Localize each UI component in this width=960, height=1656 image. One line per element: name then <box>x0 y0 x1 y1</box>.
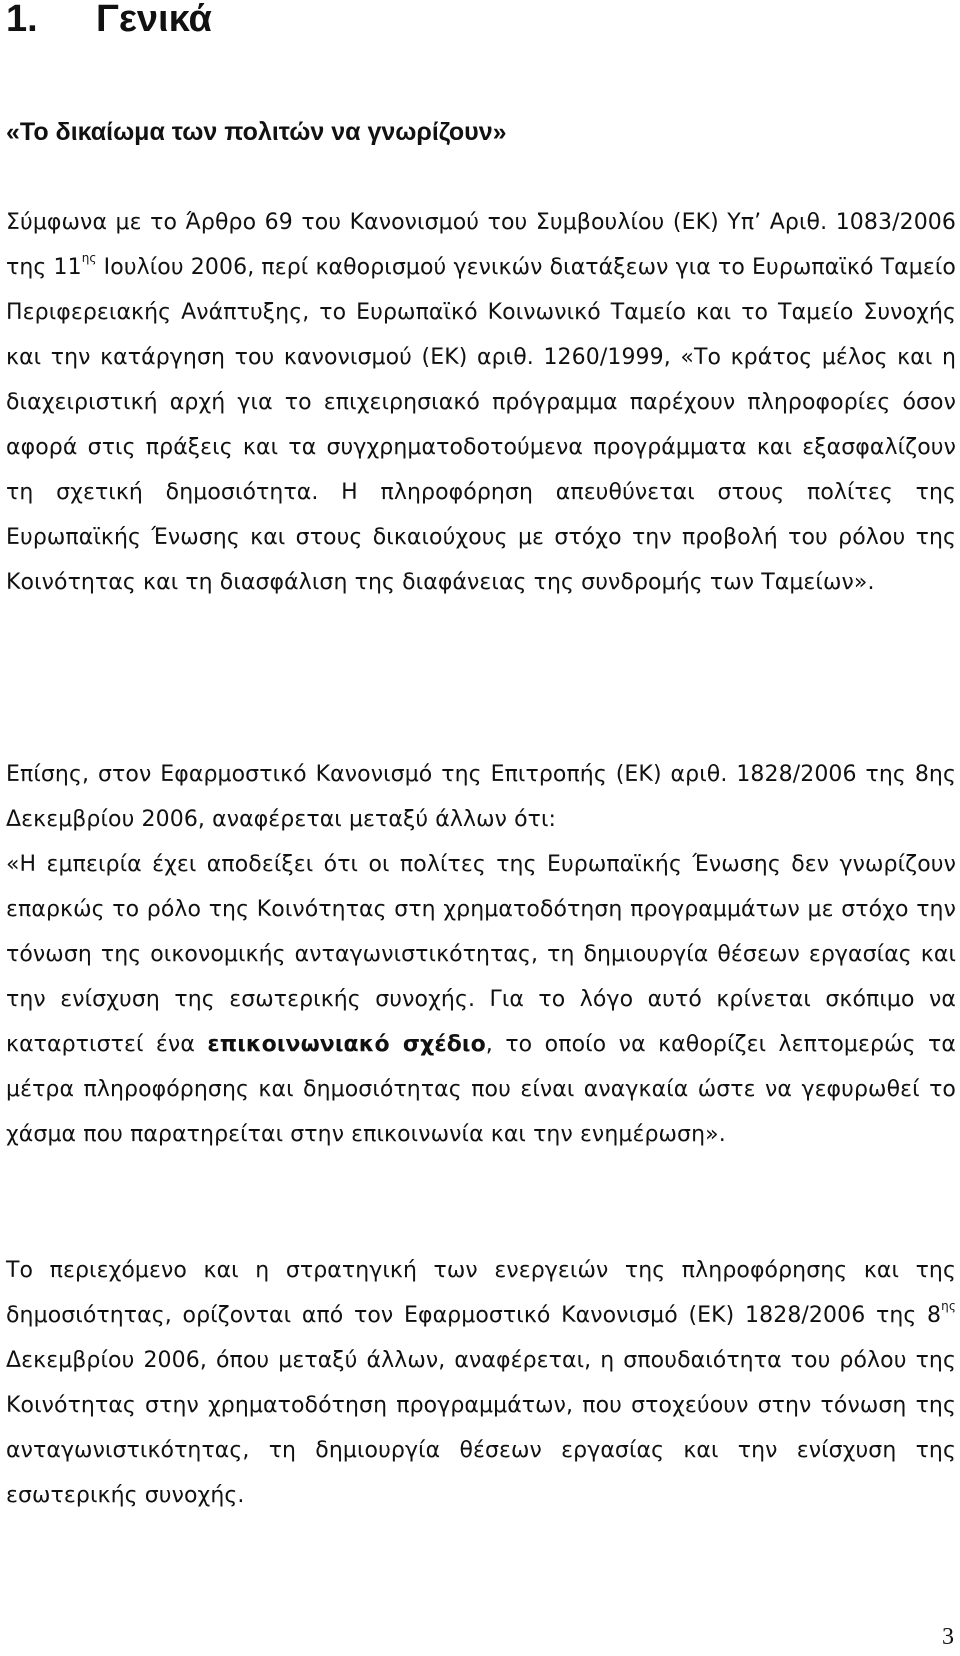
quote-title: «Το δικαίωμα των πολιτών να γνωρίζουν» <box>6 118 507 146</box>
section-heading <box>6 0 212 44</box>
section-number: 1. <box>6 0 38 40</box>
paragraph1-text-a: Σύμφωνα με το Άρθρο 69 του Κανονισμού του Συμβουλίου (ΕΚ) Υπ’ Αριθ. 1083/2006 της 11 <box>6 210 956 280</box>
paragraph1-text-b: Ιουλίου 2006, περί καθορισμού γενικών διατάξεων για το Ευρωπαϊκό Ταμείο Περιφερειακής Ανάπτυξης, το Ευρωπαϊκό Κοινωνικό Ταμείο και το Ταμείο Συνοχής και την κατάργηση του κανονισμού (ΕΚ) αριθ. 1260/1999, «Το κράτος μέλος και η διαχειριστική αρχή για το επιχειρησιακό πρόγραμμα παρέχουν πληροφορίες όσον αφορά στις πράξεις και τα συγχρηματοδοτούμενα προγράμματα και εξασφαλίζουν τη σχετική δημοσιότητα. Η πληροφόρηση απευθύνεται στους πολίτες της Ευρωπαϊκής Ένωσης και στους δικαιούχους με στόχο την προβολή του ρόλου της Κοινότητας και τη διασφάλιση της διαφάνειας της συνδρομής των Ταμείων». <box>6 255 956 595</box>
paragraph3-text-b: Δεκεμβρίου 2006, όπου μεταξύ άλλων, αναφέρεται, η σπουδαιότητα του ρόλου της Κοινότητας στην χρηματοδότηση προγραμμάτων, που στοχεύουν στην τόνωση της ανταγωνιστικότητας, τη δημιουργία θέσεων εργασίας και την ενίσχυση της εσωτερικής συνοχής. <box>6 1348 956 1508</box>
paragraph-article-69 <box>6 200 956 605</box>
paragraph2-quote-text-a: «Η εμπειρία έχει αποδείξει ότι οι πολίτες της Ευρωπαϊκής Ένωσης δεν γνωρίζουν επαρκώς το ρόλο της Κοινότητας στη χρηματοδότηση προγραμμάτων με στόχο την τόνωση της οικονομικής ανταγωνιστικότητας, τη δημιουργία θέσεων εργασίας και την ενίσχυση της εσωτερικής συνοχής. Για το λόγο αυτό κρίνεται σκόπιμο να καταρτιστεί ένα <box>6 852 956 1057</box>
communication-plan-emphasis: επικοινωνιακό σχέδιο <box>207 1032 486 1057</box>
paragraph2-intro: Επίσης, στον Εφαρμοστικό Κανονισμό της Επιτροπής (ΕΚ) αριθ. 1828/2006 της 8ης Δεκεμβρίου 2006, αναφέρεται μεταξύ άλλων ότι: <box>6 762 956 832</box>
ordinal-superscript: ης <box>941 1299 956 1313</box>
paragraph3-text-a: Το περιεχόμενο και η στρατηγική των ενεργειών της πληροφόρησης και της δημοσιότητας, ορίζονται από τον Εφαρμοστικό Κανονισμό (ΕΚ) 1828/2006 της 8 <box>6 1258 956 1328</box>
ordinal-superscript: ης <box>81 251 97 265</box>
paragraph-implementing-regulation <box>6 752 956 1157</box>
section-title: Γενικά <box>96 0 212 40</box>
paragraph2-quote <box>6 842 956 1157</box>
paragraph-content-strategy <box>6 1248 956 1518</box>
page-number: 3 <box>942 1624 954 1650</box>
paragraph2-quote-text-b: , το οποίο να καθορίζει λεπτομερώς τα μέτρα πληροφόρησης και δημοσιότητας που είναι αναγκαία ώστε να γεφυρωθεί το χάσμα που παρατηρείται στην επικοινωνία και την ενημέρωση». <box>6 1032 956 1147</box>
